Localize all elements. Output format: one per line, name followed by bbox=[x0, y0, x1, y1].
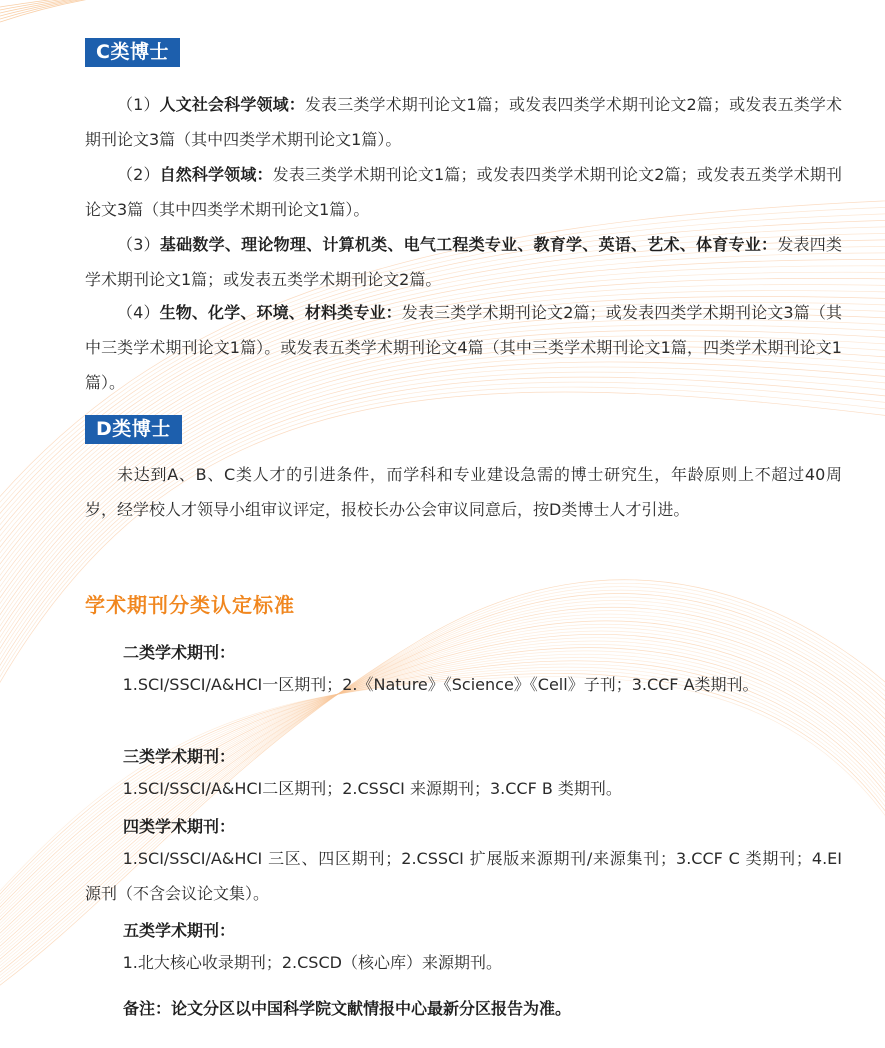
c-item-2-text: 发表三类学术期刊论文1篇；或发表四类学术期刊论文2篇；或发表五类学术期刊论文3篇（其中四类学术期刊论文1篇）。 bbox=[85, 165, 842, 219]
journal-group-text-2: 1.SCI/SSCI/A&HCI一区期刊；2.《Nature》《Science》《Cell》子刊；3.CCF A类期刊。 bbox=[122, 675, 759, 694]
c-item-1-text: 发表三类学术期刊论文1篇；或发表四类学术期刊论文2篇；或发表五类学术期刊论文3篇（其中四类学术期刊论文1篇）。 bbox=[85, 95, 842, 149]
d-description: 未达到A、B、C类人才的引进条件，而学科和专业建设急需的博士研究生，年龄原则上不超过40周岁，经学校人才领导小组审议评定，报校长办公会审议同意后，按D类博士人才引进。 bbox=[85, 465, 842, 519]
c-item-2-field: 自然科学领域： bbox=[159, 165, 273, 184]
c-item-4-prefix: （4） bbox=[117, 303, 160, 322]
journal-group-text-3: 1.SCI/SSCI/A&HCI二区期刊；2.CSSCI 来源期刊；3.CCF B 类期刊。 bbox=[122, 779, 622, 798]
c-item-3-field: 基础数学、理论物理、计算机类、电气工程类专业、教育学、英语、艺术、体育专业： bbox=[159, 235, 778, 254]
journal-group-text-5: 1.北大核心收录期刊；2.CSCD（核心库）来源期刊。 bbox=[122, 953, 502, 972]
journal-group-title-5: 五类学术期刊： bbox=[123, 921, 236, 940]
journal-group-text-4: 1.SCI/SSCI/A&HCI 三区、四区期刊；2.CSSCI 扩展版来源期刊/来源集刊；3.CCF C 类期刊；4.EI 源刊（不含会议论文集）。 bbox=[85, 849, 842, 903]
c-item-4-text: 发表三类学术期刊论文2篇；或发表四类学术期刊论文3篇（其中三类学术期刊论文1篇）。或发表五类学术期刊论文4篇（其中三类学术期刊论文1篇，四类学术期刊论文1篇）。 bbox=[85, 303, 842, 392]
section-tag-d-doctor: D类博士 bbox=[85, 415, 182, 444]
c-item-2-prefix: （2） bbox=[117, 165, 160, 184]
c-item-4-field: 生物、化学、环境、材料类专业： bbox=[159, 303, 402, 322]
note-text: 备注：论文分区以中国科学院文献情报中心最新分区报告为准。 bbox=[123, 999, 572, 1018]
journal-group-title-3: 三类学术期刊： bbox=[123, 747, 236, 766]
journal-group-title-4: 四类学术期刊： bbox=[123, 817, 236, 836]
c-item-4 bbox=[85, 295, 842, 400]
c-item-3-text: 发表四类学术期刊论文1篇；或发表五类学术期刊论文2篇。 bbox=[85, 235, 842, 289]
journal-group-title-2: 二类学术期刊： bbox=[123, 643, 236, 662]
c-item-3-prefix: （3） bbox=[117, 235, 160, 254]
journal-standards-heading: 学术期刊分类认定标准 bbox=[85, 593, 295, 617]
c-item-3 bbox=[85, 227, 842, 297]
c-item-1 bbox=[85, 87, 842, 157]
c-item-2 bbox=[85, 157, 842, 227]
c-item-1-prefix: （1） bbox=[117, 95, 160, 114]
c-item-1-field: 人文社会科学领域： bbox=[159, 95, 305, 114]
section-tag-c-doctor: C类博士 bbox=[85, 38, 180, 67]
